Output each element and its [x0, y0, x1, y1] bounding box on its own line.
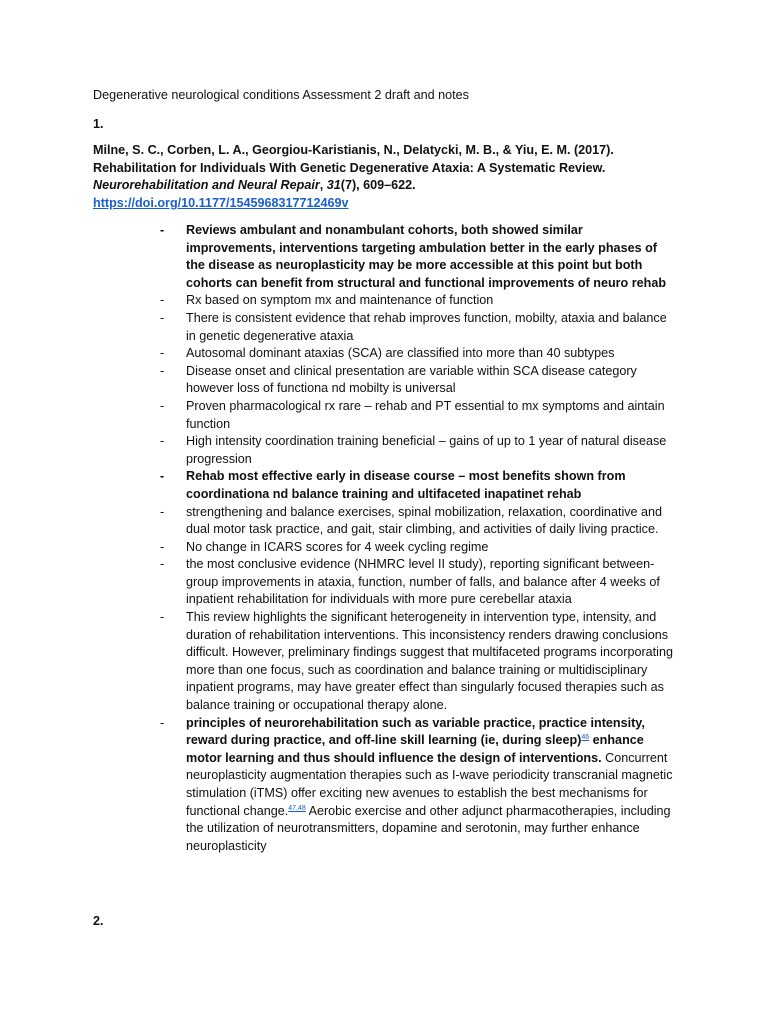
list-dash: - — [160, 539, 165, 554]
note-item — [160, 539, 675, 557]
list-dash: - — [160, 715, 165, 730]
section-1-label: 1. — [93, 117, 104, 131]
note-item — [160, 363, 675, 398]
citation-authors: Milne, S. C., Corben, L. A., Georgiou-Karistianis, N., Delatycki, M. B., & Yiu, E. M. (2017). — [93, 143, 614, 157]
note-text: Concurrent neuroplasticity augmentation therapies such as I-wave periodicity transcranial magnetic stimulation (iTMS) offer exciting new avenues to establish the best mechanisms for functional change. — [186, 750, 673, 818]
note-text: There is consistent evidence that rehab improves function, mobilty, ataxia and balance in genetic degenerative ataxia — [186, 310, 667, 343]
note-text: Aerobic exercise and other adjunct pharmacotherapies, including the utilization of neurotransmitters, dopamine and serotonin, may further enhance neuroplasticity — [186, 803, 671, 853]
reference-link[interactable]: 46 — [581, 734, 590, 742]
citation-volume: 31 — [326, 178, 341, 193]
list-dash: - — [160, 610, 165, 625]
note-item — [160, 292, 675, 310]
note-text: Rehab most effective early in disease course – most benefits shown from coordinationa nd balance training and ultifaceted inapatinet rehab — [186, 469, 626, 501]
note-item — [160, 715, 675, 856]
note-text: Autosomal dominant ataxias (SCA) are classified into more than 40 subtypes — [186, 346, 615, 361]
note-text: Reviews ambulant and nonambulant cohorts, both showed similar improvements, interventions targeting ambulation better in the early phases of the disease as neuroplasticity may be more accessible at this point but both cohorts can benefit from structural and functional improvements of neuro rehab — [186, 223, 667, 290]
note-item — [160, 504, 675, 539]
note-bold-text: principles of neurorehabilitation such as variable practice, practice intensity, reward during practice, and off-line skill learning (ie, during sleep) — [186, 715, 645, 748]
note-text: Disease onset and clinical presentation are variable within SCA disease category however loss of functiona nd mobilty is universal — [186, 363, 637, 396]
note-text: High intensity coordination training beneficial – gains of up to 1 year of natural disease progression — [186, 434, 667, 466]
citation-journal: Neurorehabilitation and Neural Repair — [93, 178, 320, 193]
note-item — [160, 398, 675, 433]
list-dash: - — [160, 469, 165, 484]
list-dash: - — [160, 310, 165, 325]
list-dash: - — [160, 346, 165, 361]
note-text: Rx based on symptom mx and maintenance of function — [186, 293, 494, 308]
list-dash: - — [160, 557, 165, 572]
citation: Milne, S. C., Corben, L. A., Georgiou-Karistianis, N., Delatycki, M. B., & Yiu, E. M. (2017). Rehabilitation for Individuals With Genetic Degenerative Ataxia: A Systematic Review. Neurorehabilitation and Neural Repair, 31(7), 609–622. https://doi.org/10.1177/1545968317712469v — [93, 143, 614, 210]
note-bold-text: enhance motor learning and thus should influence the design of interventions. — [186, 733, 644, 765]
section-2-label: 2. — [93, 914, 104, 928]
note-item — [160, 222, 675, 292]
citation-issue-pages: (7), 609–622. — [340, 178, 416, 193]
list-dash: - — [160, 398, 165, 413]
citation-doi-link[interactable]: https://doi.org/10.1177/1545968317712469v — [93, 195, 349, 210]
note-text: the most conclusive evidence (NHMRC level II study), reporting significant between-group improvements in ataxia, function, number of falls, and balance after 4 weeks of inpatient rehabilitation for individuals with more pure cerebellar ataxia — [186, 557, 660, 607]
note-item — [160, 609, 675, 715]
note-item — [160, 556, 675, 609]
list-dash: - — [160, 363, 165, 378]
list-dash: - — [160, 504, 165, 519]
document-title: Degenerative neurological conditions Assessment 2 draft and notes — [93, 88, 469, 102]
notes-list — [160, 222, 675, 855]
list-dash: - — [160, 434, 165, 449]
list-dash: - — [160, 223, 165, 237]
note-text: This review highlights the significant heterogeneity in intervention type, intensity, and duration of rehabilitation interventions. This inconsistency renders drawing conclusions difficult. However, preliminary findings suggest that multifaceted programs incorporating more than one focus, such as coordination and balance training or multidisciplinary inpatient programs, may have greater effect than singularly focused therapies such as balance training or occupational therapy alone. — [186, 610, 673, 713]
reference-link[interactable]: 47,48 — [288, 804, 306, 812]
note-item — [160, 345, 675, 363]
note-text: Proven pharmacological rx rare – rehab and PT essential to mx symptoms and aintain function — [186, 398, 665, 431]
note-text: No change in ICARS scores for 4 week cycling regime — [186, 539, 489, 554]
note-text: strengthening and balance exercises, spinal mobilization, relaxation, coordinative and dual motor task practice, and gait, stair climbing, and activities of daily living practice. — [186, 504, 663, 537]
citation-article-title: Rehabilitation for Individuals With Genetic Degenerative Ataxia: A Systematic Review. — [93, 160, 606, 175]
note-item — [160, 310, 675, 345]
note-item — [160, 433, 675, 468]
list-dash: - — [160, 293, 165, 308]
note-item — [160, 468, 675, 503]
